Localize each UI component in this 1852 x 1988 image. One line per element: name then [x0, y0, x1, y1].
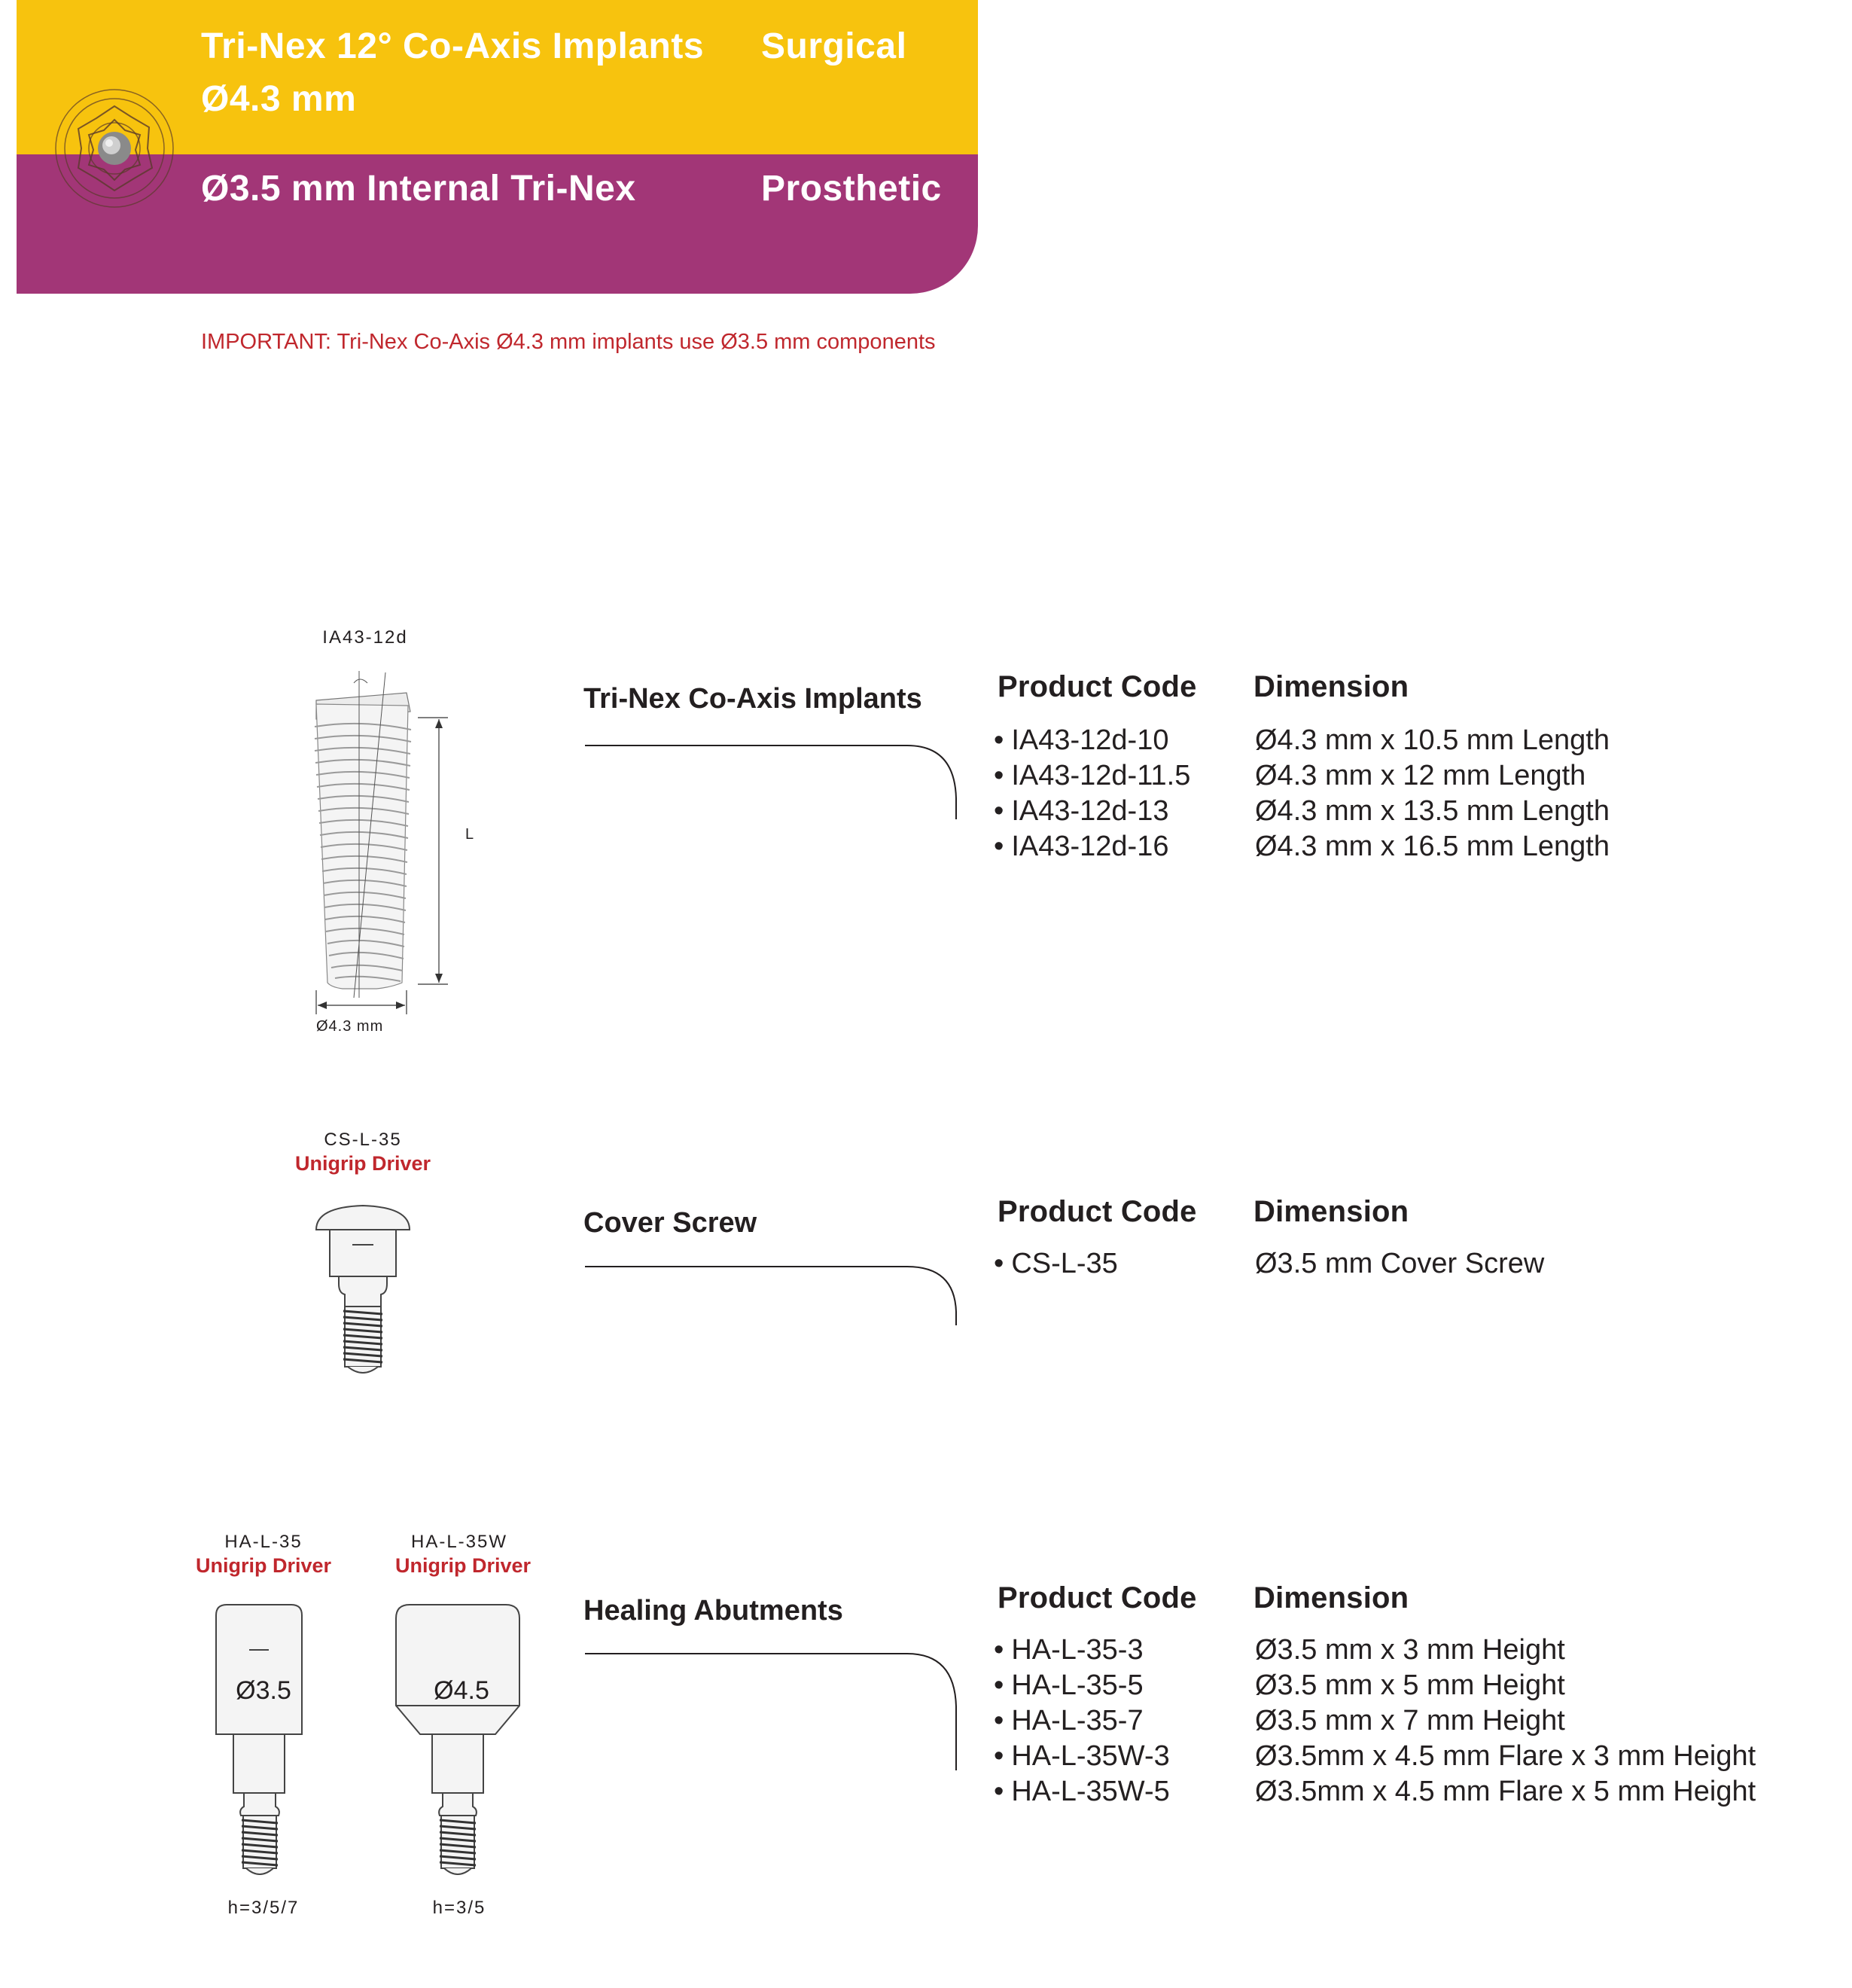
implant-illustration [301, 666, 482, 1020]
cover-screw-connector-line [583, 1259, 967, 1327]
length-label: L [465, 826, 474, 843]
surgical-label: Surgical [761, 26, 907, 66]
list-item: Ø4.3 mm x 16.5 mm Length [1255, 831, 1610, 862]
cover-screw-image-label: CS-L-35 [324, 1130, 402, 1150]
healing-dimension-list [1255, 1633, 1756, 1810]
cover-screw-dimension-header: Dimension [1253, 1195, 1409, 1228]
implants-section-title: Tri-Nex Co-Axis Implants [583, 683, 922, 715]
prosthetic-label: Prosthetic [761, 169, 942, 209]
important-note: IMPORTANT: Tri-Nex Co-Axis Ø4.3 mm implants use Ø3.5 mm components [201, 330, 936, 354]
list-item: • IA43-12d-10 [994, 723, 1190, 758]
abutment-2-illustration [391, 1600, 535, 1894]
abutment-1-heights: h=3/5/7 [227, 1898, 300, 1918]
cover-screw-section-title: Cover Screw [583, 1207, 757, 1239]
list-item: • HA-L-35-7 [994, 1703, 1170, 1739]
implants-dimension-header: Dimension [1253, 670, 1409, 703]
abutment-1-diameter: Ø3.5 [236, 1676, 291, 1705]
list-item: • HA-L-35W-5 [994, 1774, 1170, 1810]
implants-product-code-header: Product Code [998, 670, 1197, 703]
list-item: • HA-L-35-5 [994, 1668, 1170, 1703]
list-item: • CS-L-35 [994, 1246, 1118, 1282]
cover-screw-illustration [309, 1201, 422, 1389]
list-item: Ø3.5 mm x 5 mm Height [1255, 1669, 1565, 1701]
cover-screw-dimension-list [1255, 1246, 1544, 1282]
healing-product-code-header: Product Code [998, 1581, 1197, 1614]
abutment-2-diameter: Ø4.5 [434, 1676, 489, 1705]
diameter-label: Ø4.3 mm [316, 1018, 384, 1035]
list-item: Ø3.5 mm Cover Screw [1255, 1248, 1545, 1279]
list-item: • IA43-12d-11.5 [994, 758, 1190, 794]
header-title-line2: Ø4.3 mm [201, 79, 357, 119]
healing-section-title: Healing Abutments [583, 1595, 843, 1627]
abutment-2-driver-label: Unigrip Driver [394, 1554, 532, 1577]
list-item: Ø3.5 mm x 3 mm Height [1255, 1634, 1565, 1666]
list-item: • HA-L-35W-3 [994, 1739, 1170, 1774]
list-item: Ø4.3 mm x 13.5 mm Length [1255, 795, 1610, 827]
list-item: • HA-L-35-3 [994, 1633, 1170, 1668]
list-item: Ø3.5 mm x 7 mm Height [1255, 1705, 1565, 1736]
list-item: • IA43-12d-13 [994, 794, 1190, 829]
abutment-2-heights: h=3/5 [432, 1898, 486, 1918]
cover-screw-product-code-header: Product Code [998, 1195, 1197, 1228]
cover-screw-driver-label: Unigrip Driver [294, 1152, 431, 1175]
abutment-1-label: HA-L-35 [224, 1532, 303, 1552]
list-item: Ø3.5mm x 4.5 mm Flare x 5 mm Height [1255, 1776, 1756, 1807]
list-item: Ø3.5mm x 4.5 mm Flare x 3 mm Height [1255, 1740, 1756, 1772]
abutment-1-driver-label: Unigrip Driver [195, 1554, 332, 1577]
cover-screw-code-list [994, 1246, 1118, 1282]
healing-dimension-header: Dimension [1253, 1581, 1409, 1614]
list-item: • IA43-12d-16 [994, 829, 1190, 864]
implant-image-label: IA43-12d [322, 627, 408, 648]
healing-connector-line [583, 1646, 967, 1774]
implants-connector-line [583, 738, 967, 821]
list-item: Ø4.3 mm x 10.5 mm Length [1255, 724, 1610, 756]
list-item: Ø4.3 mm x 12 mm Length [1255, 760, 1586, 791]
implants-dimension-list [1255, 723, 1610, 864]
header-title-line1: Tri-Nex 12° Co-Axis Implants [201, 26, 705, 66]
healing-code-list [994, 1633, 1170, 1810]
abutment-2-label: HA-L-35W [410, 1532, 508, 1552]
implant-top-view-icon [53, 87, 177, 211]
header-subtitle: Ø3.5 mm Internal Tri-Nex [201, 169, 636, 209]
implants-code-list [994, 723, 1190, 864]
abutment-1-illustration [207, 1600, 320, 1894]
